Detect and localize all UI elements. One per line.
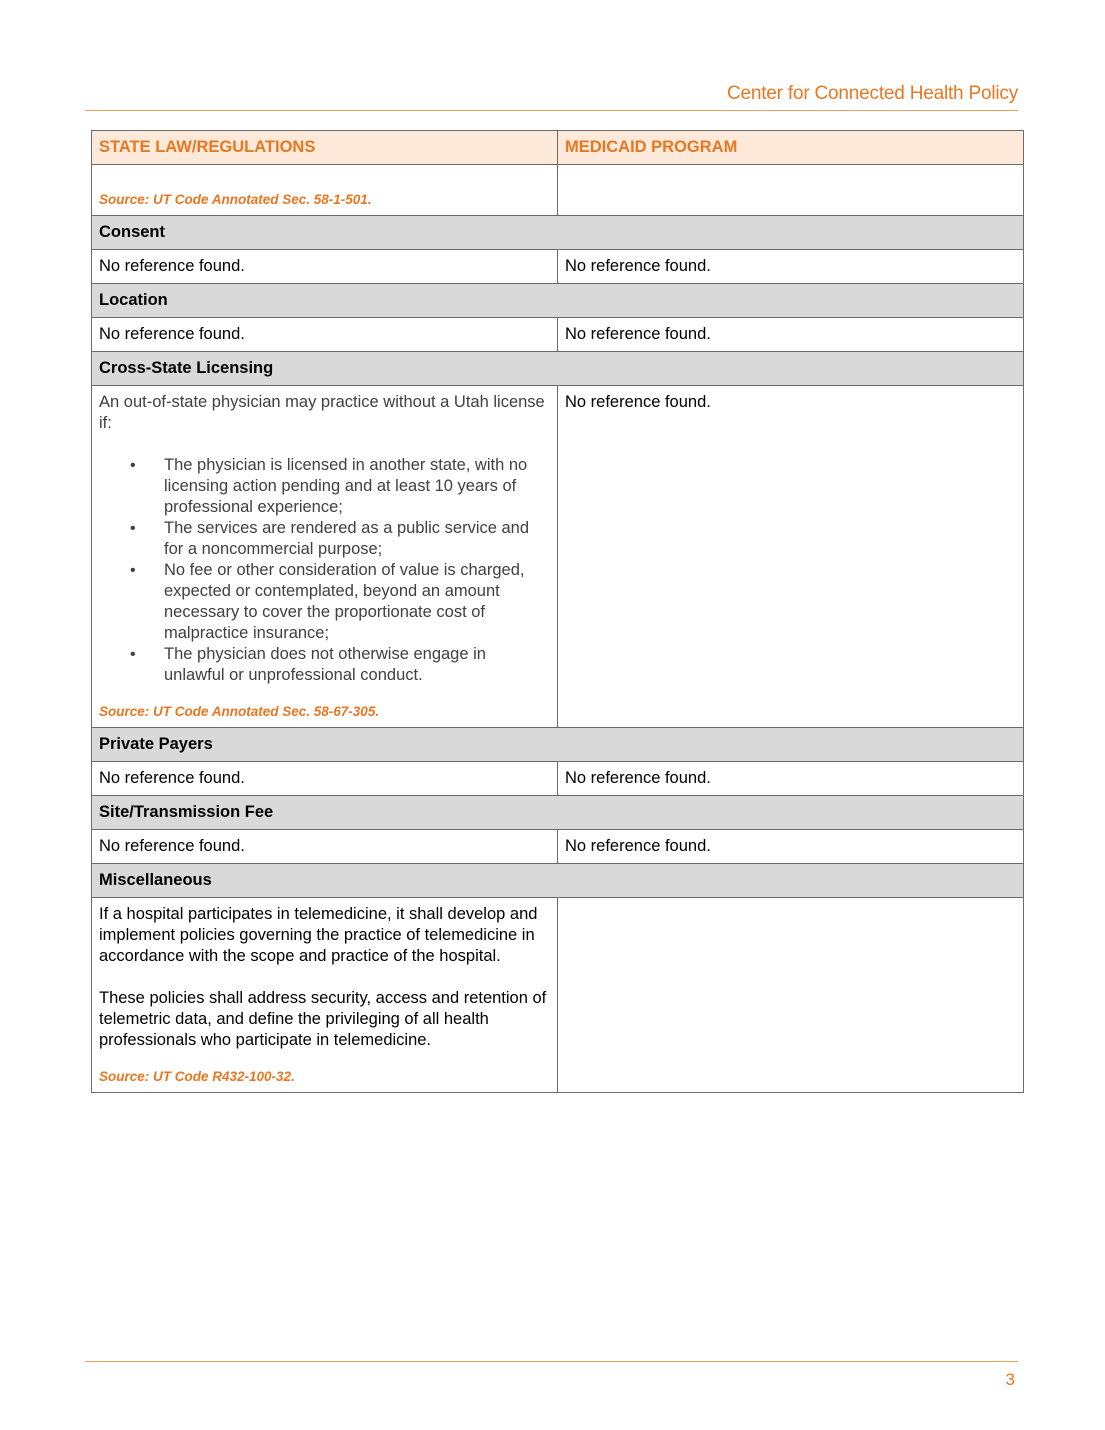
state-cell: No reference found. [92,830,558,864]
section-header-cross-state-licensing: Cross-State Licensing [92,352,1024,386]
state-cell [92,165,558,216]
table-row [92,165,1024,216]
cross-state-intro: An out-of-state physician may practice without a Utah license if: [99,393,545,432]
source-citation: Source: UT Code Annotated Sec. 58-67-305. [99,704,380,719]
page-number: 3 [1005,1370,1015,1389]
state-cell: No reference found. [92,318,558,352]
list-item: • The services are rendered as a public service and for a noncommercial purpose; [164,518,550,560]
state-cell: No reference found. [92,250,558,284]
table-row [92,386,1024,728]
medicaid-cell: No reference found. [558,762,1024,796]
source-citation: Source: UT Code Annotated Sec. 58-1-501. [99,192,372,207]
medicaid-cell: No reference found. [558,250,1024,284]
section-header-consent: Consent [92,216,1024,250]
licensing-criteria-list [99,455,550,686]
table-row [92,830,1024,864]
table-row [92,250,1024,284]
list-item: • The physician is licensed in another state, with no licensing action pending and at least 10 years of professional experience; [164,455,550,518]
misc-paragraph: If a hospital participates in telemedicine, it shall develop and implement policies governing the practice of telemedicine in accordance with the scope and practice of the hospital. [99,905,538,965]
column-header-state: STATE LAW/REGULATIONS [92,131,558,165]
table-row [92,762,1024,796]
column-header-medicaid: MEDICAID PROGRAM [558,131,1024,165]
state-cell [92,386,558,728]
policy-table [91,130,1024,1093]
table-header-row [92,131,1024,165]
section-header-private-payers: Private Payers [92,728,1024,762]
table-row [92,898,1024,1093]
section-header-miscellaneous: Miscellaneous [92,864,1024,898]
section-header-site-transmission-fee: Site/Transmission Fee [92,796,1024,830]
footer-rule [85,1361,1018,1362]
list-item: • The physician does not otherwise engage in unlawful or unprofessional conduct. [164,644,550,686]
medicaid-cell: No reference found. [558,386,1024,728]
medicaid-cell [558,898,1024,1093]
organization-header: Center for Connected Health Policy [726,83,1018,104]
table-row [92,318,1024,352]
state-cell [92,898,558,1093]
list-item: • No fee or other consideration of value is charged, expected or contemplated, beyond an amount necessary to cover the proportionate cost of malpractice insurance; [164,560,550,644]
medicaid-cell: No reference found. [558,318,1024,352]
misc-paragraph: These policies shall address security, access and retention of telemetric data, and define the privileging of all health professionals who participate in telemedicine. [99,989,547,1049]
header-rule [85,110,1018,111]
section-header-location: Location [92,284,1024,318]
source-citation: Source: UT Code R432-100-32. [99,1069,295,1084]
medicaid-cell [558,165,1024,216]
medicaid-cell: No reference found. [558,830,1024,864]
state-cell: No reference found. [92,762,558,796]
